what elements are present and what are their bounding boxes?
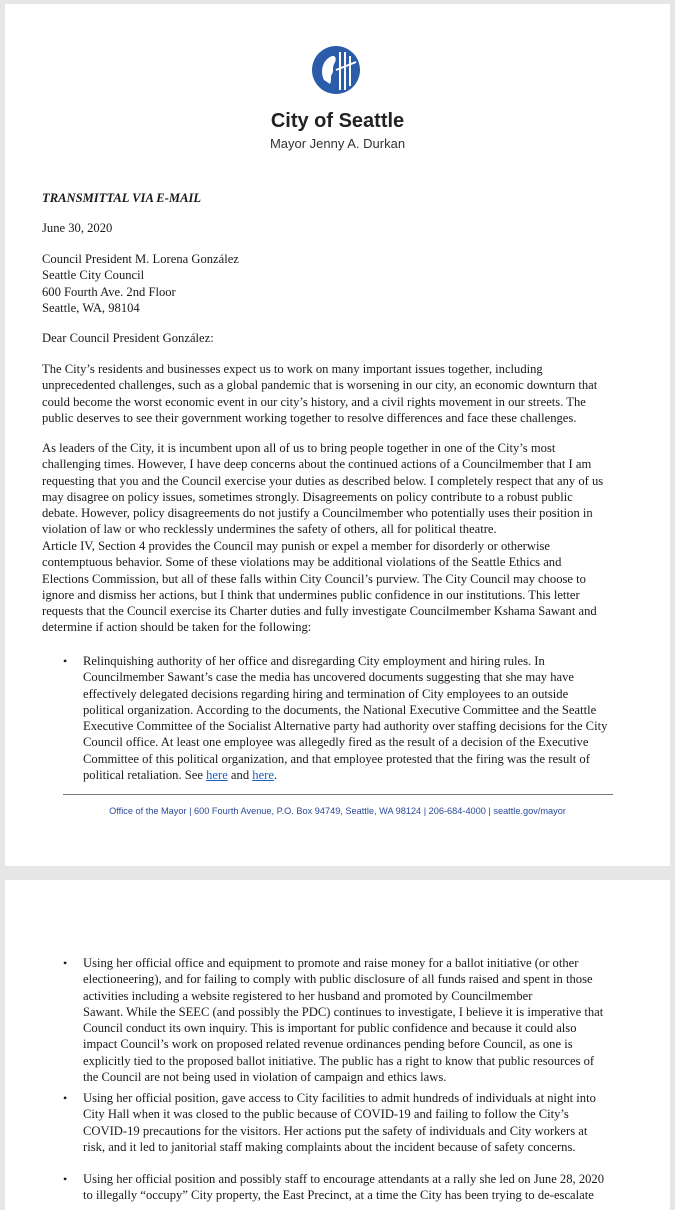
source-link-1[interactable]: here [206, 768, 228, 783]
text-line: Using her official office and equipment to promote and raise money for a ballot initiative (or other [83, 956, 579, 970]
text-line: Sawant. While the SEEC (and possibly the PDC) continues to investigate, I believe it is imperative that [83, 1004, 604, 1019]
paragraph [42, 361, 597, 426]
letter-page-2 [5, 880, 670, 1210]
address-line: Council President M. Lorena González [42, 252, 239, 266]
text-line: debate. However, policy disagreements do not justify a Councilmember who potentially uses their position in [42, 506, 593, 521]
text-line: could become the worst economic event in our city’s history, and a civil rights movement in our streets. The [42, 394, 586, 409]
text-line: activities including a website registered to her husband and promoted by Councilmember [83, 988, 533, 1003]
bullet-icon: • [63, 1091, 68, 1105]
paragraph [42, 440, 603, 538]
text-line: Using her official position and possibly staff to encourage attendants at a rally she led on June 28, 2020 [83, 1172, 605, 1186]
bullet-icon: • [63, 1172, 68, 1186]
text-line: Elections Commission, but all of these falls within City Council’s purview. The City Council may choose to [42, 571, 586, 586]
footer-divider [63, 794, 613, 795]
text-line: Article IV, Section 4 provides the Council may punish or expel a member for disorderly or otherwise [42, 539, 550, 553]
text-line: Council office. At least one employee was allegedly fired as the result of a decision of the Executive [83, 735, 589, 750]
text-line: requesting that you and the Council exercise your duties as described below. I completely respect that any of us [42, 473, 604, 488]
text-line: COVID-19 precautions for the visitors. Her actions put the safety of individuals and City workers at [83, 1123, 588, 1138]
text-line: unprecedented challenges, such as a global pandemic that is worsening in our city, an economic downturn that [42, 378, 598, 393]
bullet-item [65, 1090, 596, 1155]
bullet-item [65, 1171, 604, 1204]
text-line: Relinquishing authority of her office and disregarding City employment and hiring rules. In [83, 654, 545, 668]
letterhead-footer: Office of the Mayor | 600 Fourth Avenue, P.O. Box 94749, Seattle, WA 98124 | 206-684-4000 | seattle.gov/mayor [109, 806, 566, 816]
text-line: City Hall when it was closed to the public because of COVID-19 and failing to follow the City’s [83, 1107, 569, 1122]
source-link-2[interactable]: here [252, 768, 274, 783]
text-line: challenging times. However, I have deep concerns about the continued actions of a Councilmember that I am [42, 457, 592, 472]
text-line: violation of law or who recklessly undermines the safety of others, all for political theatre. [42, 522, 497, 537]
bullet-icon: • [63, 654, 68, 668]
text-line: public deserves to see their government working together to resolve differences and face these challenges. [42, 410, 577, 425]
bullet-last-line [83, 767, 607, 783]
recipient-address [42, 251, 239, 316]
text-line: Councilmember Sawant’s case the media has uncovered documents suggesting that she may have [83, 670, 575, 685]
text: . [273, 768, 278, 783]
text-line: Committee of this political organization, and that employee protested that the firing was the result of [83, 751, 590, 766]
city-seal-logo-icon [310, 44, 362, 96]
transmittal-heading: TRANSMITTAL VIA E-MAIL [42, 191, 202, 205]
bullet-text [83, 955, 603, 1085]
text-line: effectively delegated decisions regarding hiring and termination of City employees to an outside [83, 686, 569, 701]
text-line: requests that the Council exercise its Charter duties and fully investigate Councilmember Kshama Sawant and [42, 604, 597, 619]
bullet-text [83, 1090, 596, 1155]
text-line: Executive Committee of the Socialist Alternative party had authority over staffing decisions for the City [83, 719, 608, 734]
text-line: ignore and dismiss her actions, but I think that undermines public confidence in our institutions. This letter [42, 587, 580, 602]
text-line: The City’s residents and businesses expect us to work on many important issues together, including [42, 362, 543, 376]
bullet-item [65, 653, 607, 783]
bullet-item [65, 955, 603, 1085]
text-line: political organization. According to the documents, the National Executive Committee and the Seattle [83, 702, 597, 717]
text-line: the Council are not being used in violation of campaign and ethics laws. [83, 1070, 447, 1085]
paragraph [42, 538, 597, 636]
salutation: Dear Council President González: [42, 331, 214, 345]
org-name: City of Seattle [270, 110, 405, 132]
bullet-icon: • [63, 956, 68, 970]
text: and [227, 768, 253, 783]
text-line: impact Council’s work on proposed related revenue ordinances pending before Council, as one is [83, 1037, 573, 1052]
text: political retaliation. See [83, 768, 207, 783]
letter-page-1 [5, 4, 670, 866]
text-line: risk, and it led to janitorial staff making complaints about the incident because of safety concerns. [83, 1139, 576, 1154]
text-line: contemptuous behavior. Some of these violations may be additional violations of the Seattle Ethics and [42, 555, 562, 570]
letter-date: June 30, 2020 [42, 221, 113, 235]
mayor-subtitle: Mayor Jenny A. Durkan [269, 136, 406, 151]
bullet-text [83, 653, 607, 767]
address-line: Seattle City Council [42, 268, 145, 283]
bullet-text [83, 1171, 604, 1204]
address-line: 600 Fourth Ave. 2nd Floor [42, 284, 176, 299]
text-line: to illegally “occupy” City property, the East Precinct, at a time the City has been trying to de-escalate [83, 1188, 594, 1203]
text-line: Council conduct its own inquiry. This is important for public confidence and because it could also [83, 1021, 577, 1036]
text-line: electioneering), and for failing to comply with public disclosure of all funds raised and spent in those [83, 972, 593, 987]
address-line: Seattle, WA, 98104 [42, 300, 140, 315]
text-line: may disagree on policy issues, sometimes strongly. Disagreements on policy contribute to a robust public [42, 489, 573, 504]
text-line: determine if action should be taken for the following: [42, 620, 312, 635]
text-line: explicitly tied to the proposed ballot initiative. The public has a right to know that public resources of [83, 1053, 595, 1068]
text-line: Using her official position, gave access to City facilities to admit hundreds of individuals at night into [83, 1091, 596, 1105]
text-line: As leaders of the City, it is incumbent upon all of us to bring people together in one of the City’s most [42, 441, 556, 455]
